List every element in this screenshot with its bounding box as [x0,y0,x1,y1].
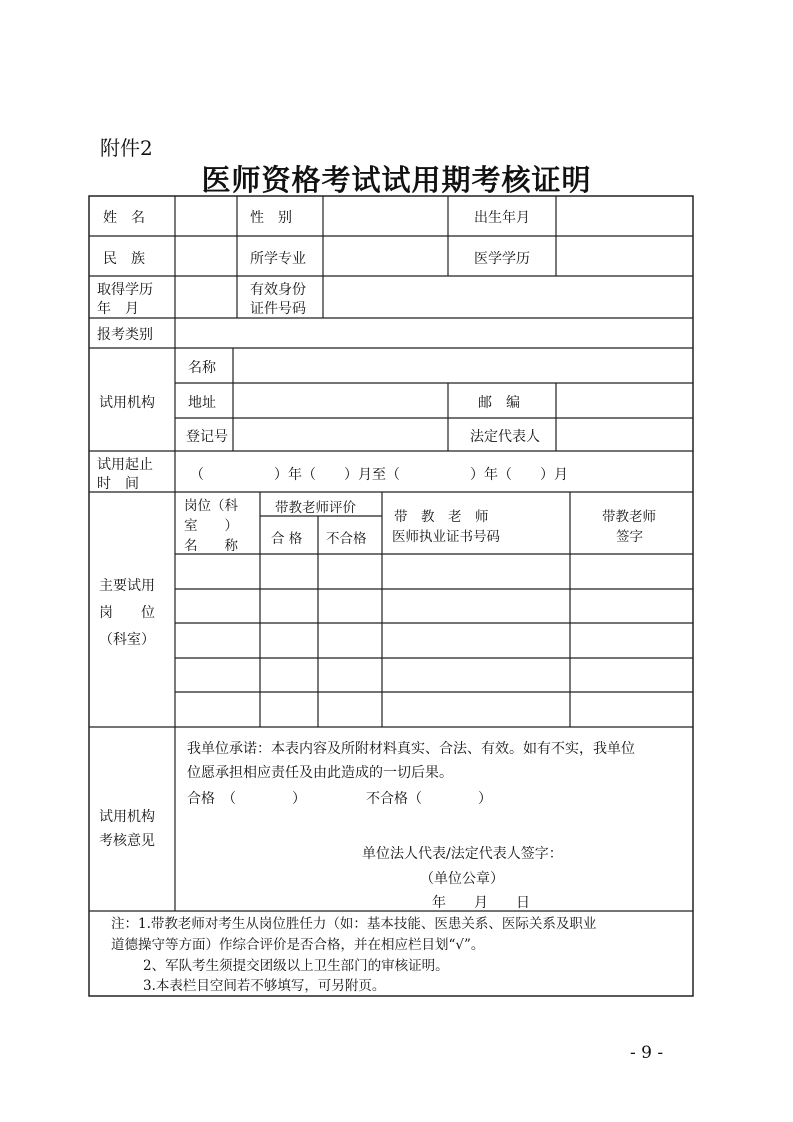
label-birth-date: 出生年月 [474,210,530,226]
header-teacher-eval: 带教老师评价 [275,500,356,516]
label-opinion-line1: 试用机构 [99,809,155,825]
pledge-line2: 位愿承担相应责任及由此造成的一切后果。 [187,765,453,781]
pass-choice: 合格 （ ） [187,791,306,807]
label-trial-org: 试用机构 [99,395,155,411]
page-number: - 9 - [630,1043,664,1063]
header-teacher-cert-line2: 医师执业证书号码 [392,529,500,545]
label-org-address: 地址 [188,395,216,411]
page-title: 医师资格考试试用期考核证明 [201,163,592,197]
header-teacher-sign-line1: 带教老师 [602,509,656,525]
note-line3: 2、军队考生须提交团级以上卫生部门的审核证明。 [143,958,449,974]
note-line4: 3.本表栏目空间若不够填写，可另附页。 [143,978,386,994]
label-main-post-line2: 岗 位 [99,605,155,621]
label-opinion-line2: 考核意见 [99,833,155,849]
header-teacher-sign-line2: 签字 [616,529,643,545]
label-education: 医学学历 [474,251,530,267]
label-major: 所学专业 [250,251,306,267]
label-period-line2: 时 间 [97,476,139,492]
label-legal-rep: 法定代表人 [470,429,540,445]
note-line2: 道德操守等方面）作综合评价是否合格，并在相应栏目划“√”。 [111,937,485,953]
attachment-label: 附件2 [100,136,153,160]
sign-date: 年 月 日 [432,895,530,911]
header-fail: 不合格 [326,531,367,547]
label-org-name: 名称 [188,360,216,376]
label-postcode: 邮 编 [478,395,520,411]
label-main-post-line3: （科室） [99,632,155,648]
period-value: （ ）年（ ）月至（ ）年（ ）月 [190,467,568,483]
label-period-line1: 试用起止 [97,457,153,473]
header-post-line3: 名 称 [184,538,238,554]
label-ethnicity: 民 族 [103,251,145,267]
label-degree-date-line2: 年 月 [97,301,139,317]
label-id-line2: 证件号码 [250,301,306,317]
label-degree-date-line1: 取得学历 [97,282,153,298]
pledge-line1: 我单位承诺：本表内容及所附材料真实、合法、有效。如有不实，我单位 [187,741,635,757]
label-reg-no: 登记号 [186,429,228,445]
header-pass: 合 格 [271,531,303,547]
label-name: 姓 名 [103,210,145,226]
fail-choice: 不合格（ ） [366,791,492,807]
label-exam-category: 报考类别 [97,327,153,343]
label-gender: 性 别 [250,210,292,226]
unit-seal: （单位公章） [420,871,504,887]
header-post-line2: 室 ） [184,518,238,534]
label-main-post-line1: 主要试用 [99,578,155,594]
legal-rep-signature: 单位法人代表/法定代表人签字： [362,846,563,862]
label-id-line1: 有效身份 [250,282,306,298]
header-teacher-cert-line1: 带 教 老 师 [394,509,489,525]
header-post-line1: 岗位（科 [184,498,238,514]
note-line1: 注：1.带教老师对考生从岗位胜任力（如：基本技能、医患关系、医际关系及职业 [111,916,597,932]
